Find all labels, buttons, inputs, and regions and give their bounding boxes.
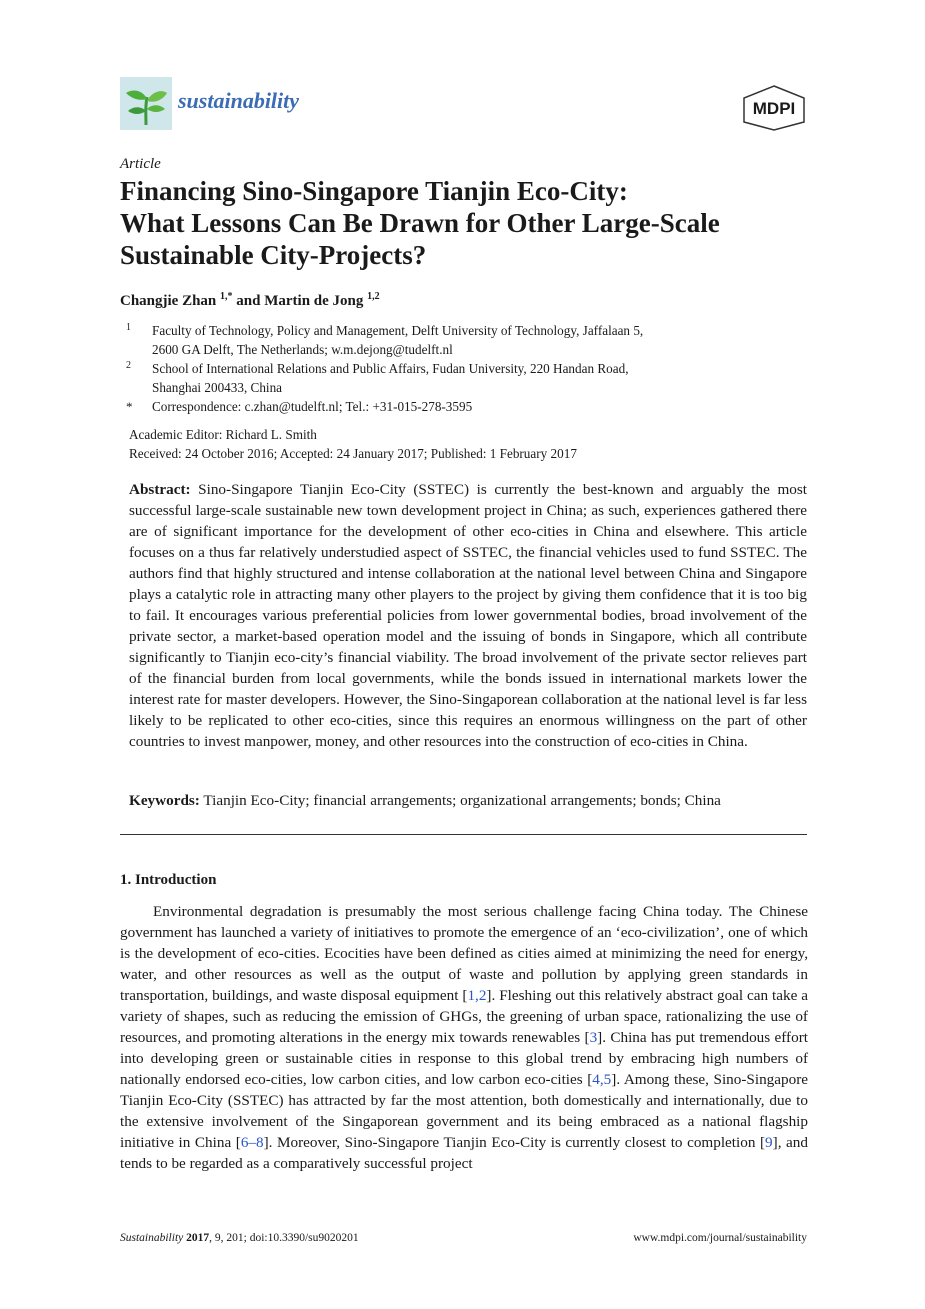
academic-editor: Academic Editor: Richard L. Smith (129, 427, 317, 442)
paragraph (120, 901, 808, 1174)
text-run: ], and tends to be regarded as a comparatively successful project (120, 1134, 808, 1172)
keywords-text: Tianjin Eco-City; financial arrangements; organizational arrangements; bonds; China (203, 792, 721, 809)
journal-name[interactable]: sustainability (178, 88, 300, 113)
author-name[interactable]: Changjie Zhan (120, 293, 217, 309)
keywords-label: Keywords: (129, 792, 200, 809)
citation-link[interactable]: 4,5 (592, 1071, 612, 1088)
text-run: ]. Among these, Sino-Singapore Tianjin Eco-City (SSTEC) has attracted by far the most attention, both domestically and internationally, due to the extensive involvement of the Singaporean government and its being embraced as a national flagship initiative in China [ (120, 1071, 808, 1151)
publisher-name: MDPI (752, 99, 796, 118)
affiliation-line: Faculty of Technology, Policy and Management, Delft University of Technology, Jaffalaan 5, (152, 323, 644, 338)
mdpi-logo-icon (740, 84, 808, 132)
keywords (129, 792, 807, 810)
abstract-label: Abstract: (129, 481, 191, 498)
footer-journal: Sustainability (120, 1232, 184, 1244)
citation-link[interactable]: 3 (589, 1029, 598, 1046)
author-name[interactable]: Martin de Jong (264, 293, 364, 309)
author-affiliation-marker: 1,* (220, 291, 233, 302)
footer-url[interactable]: www.mdpi.com/journal/sustainability (633, 1232, 807, 1244)
title-line: What Lessons Can Be Drawn for Other Large-Scale (120, 208, 720, 238)
section-heading: 1. Introduction (120, 872, 217, 888)
publication-dates: Received: 24 October 2016; Accepted: 24 January 2017; Published: 1 February 2017 (129, 446, 577, 461)
author-list (120, 291, 380, 310)
article-type: Article (120, 156, 161, 172)
text-run: ]. Moreover, Sino-Singapore Tianjin Eco-City is currently closest to completion [ (263, 1134, 766, 1151)
citation-link[interactable]: 6–8 (240, 1134, 264, 1151)
text-run: ]. China has put tremendous effort into developing green or sustainable cities in response to this global trend by embracing high numbers of nationally endorsed eco-cities, low carbon cities, and low carbon eco-cities [ (120, 1029, 808, 1088)
title-line: Financing Sino-Singapore Tianjin Eco-City: (120, 176, 628, 206)
affiliation (120, 359, 820, 397)
text-run: ]. Fleshing out this relatively abstract goal can take a variety of shapes, such as reducing the emission of GHGs, the greening of urban space, rationalizing the use of resources, and promoting alterations in the energy mix towards renewables [ (120, 987, 808, 1046)
affiliation-marker: 2 (126, 360, 131, 371)
footer-citation (120, 1232, 359, 1244)
citation-link[interactable]: 9 (765, 1134, 773, 1151)
affiliation-line: 2600 GA Delft, The Netherlands; w.m.dejong@tudelft.nl (152, 342, 453, 357)
author-affiliation-marker: 1,2 (367, 291, 380, 302)
abstract (129, 479, 807, 752)
body-text (120, 901, 808, 1174)
affiliation-line: Correspondence: c.zhan@tudelft.nl; Tel.: +31-015-278-3595 (152, 399, 473, 414)
author-joiner: and (232, 293, 265, 309)
abstract-text: Sino-Singapore Tianjin Eco-City (SSTEC) is currently the best-known and arguably the most successful large-scale sustainable new town development project in China; as such, experiences gathered there are of significant importance for the development of other eco-cities in China and elsewhere. This article focuses on a thus far relatively understudied aspect of SSTEC, the financial vehicles used to fund SSTEC. The authors find that highly structured and intense collaboration at the national level between China and Singapore plays a catalytic role in attracting many other players to the project by giving them confidence that it is too big to fail. It encourages various preferential policies from lower governmental bodies, broad involvement of the private sector, a market-based operation model and the issuing of bonds in Singapore, which all contribute significantly to Tianjin eco-city’s financial viability. The broad involvement of the private sector relieves part of the financial burden from local governments, while the bonds issued in international markets lower the interest rate for master developers. However, the Sino-Singaporean collaboration at the national level is far less likely to be replicated to other eco-cities, since this requires an enormous willingness on the part of other countries to invest manpower, money, and other resources into the construction of eco-cities in China. (129, 481, 807, 750)
plant-icon (120, 77, 172, 130)
footer-doi: , 9, 201; doi:10.3390/su9020201 (209, 1232, 359, 1244)
affiliation (120, 397, 820, 416)
footer-year: 2017 (186, 1232, 210, 1244)
affiliation-marker: * (126, 399, 133, 414)
journal-logo (120, 77, 172, 130)
affiliation (120, 321, 820, 359)
divider (120, 834, 807, 835)
affiliation-marker: 1 (126, 322, 131, 333)
citation-link[interactable]: 1,2 (467, 987, 487, 1004)
publisher-logo[interactable] (740, 84, 808, 132)
article-title (120, 175, 820, 271)
text-run: Environmental degradation is presumably the most serious challenge facing China today. The Chinese government has launched a variety of initiatives to promote the emergence of an ‘eco-civilization’, one of which is the development of eco-cities. Ecocities have been defined as cities aimed at minimizing the need for energy, water, and other resources as well as the output of waste and pollution by applying green standards in transportation, buildings, and waste disposal equipment [ (120, 903, 808, 1004)
affiliation-line: Shanghai 200433, China (152, 380, 283, 395)
affiliation-line: School of International Relations and Public Affairs, Fudan University, 220 Handan Road, (152, 361, 629, 376)
title-line: Sustainable City-Projects? (120, 240, 427, 270)
